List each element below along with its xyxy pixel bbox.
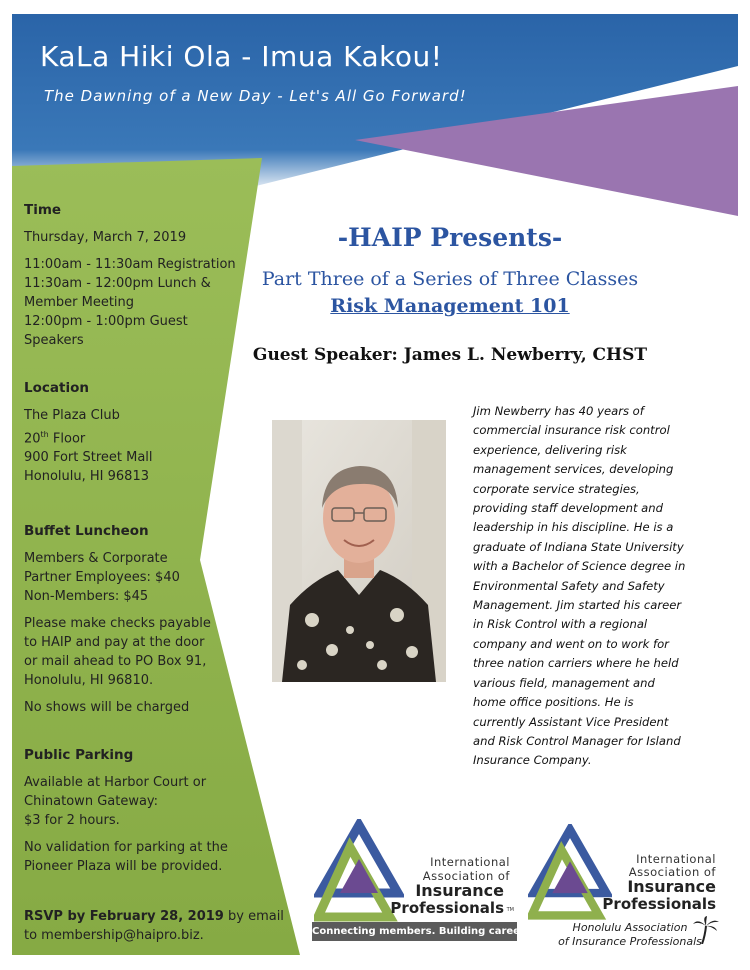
series-subtitle: Part Three of a Series of Three Classes <box>261 268 639 290</box>
payment-line: or mail ahead to PO Box 91, <box>24 654 207 669</box>
rsvp-section <box>24 907 284 945</box>
haip-logo: International Association of Insurance Professionals <box>522 822 728 926</box>
bio-line: Management. Jim started his career <box>473 598 682 613</box>
bio-line: providing staff development and <box>473 501 663 516</box>
event-date: Thursday, March 7, 2019 <box>24 230 187 245</box>
bio-line: three nation carriers where he held <box>473 656 679 671</box>
iaip-logo: International Association of Insurance Professionals TM <box>310 815 520 942</box>
parking-section <box>24 746 228 876</box>
bio-line: in Risk Control with a regional <box>473 617 648 632</box>
course-title: Risk Management 101 <box>330 295 570 317</box>
location-heading: Location <box>24 380 89 396</box>
time-section <box>24 201 236 350</box>
location-section <box>24 379 153 486</box>
parking-line: Chinatown Gateway: <box>24 794 159 809</box>
bio-line: Jim Newberry has 40 years of <box>473 404 644 418</box>
venue-street: 900 Fort Street Mall <box>24 450 153 466</box>
venue-floor: 20th Floor <box>24 430 86 447</box>
payment-line: to HAIP and pay at the door <box>24 635 205 650</box>
rsvp-line: RSVP by February 28, 2019 by email <box>24 909 284 924</box>
payment-line: Please make checks payable <box>24 616 211 631</box>
header-subtitle: The Dawning of a New Day - Let's All Go Forward! <box>44 87 467 105</box>
bio-line: Environmental Safety and Safety <box>473 578 665 593</box>
speaker-bio <box>473 402 703 771</box>
schedule-line: 12:00pm - 1:00pm Guest <box>24 314 188 329</box>
bio-line: various field, management and <box>473 675 655 690</box>
bio-line: home office positions. He is <box>473 695 634 710</box>
bio-line: management services, developing <box>473 462 674 477</box>
payment-line: Honolulu, HI 96810. <box>24 673 154 688</box>
bio-line: with a Bachelor of Science degree in <box>473 559 686 574</box>
bio-line: currently Assistant Vice President <box>473 714 669 729</box>
header-title: KaLa Hiki Ola - Imua Kakou! <box>40 40 443 73</box>
validation-line: Pioneer Plaza will be provided. <box>24 859 223 874</box>
time-heading: Time <box>24 202 62 218</box>
guest-speaker: Guest Speaker: James L. Newberry, CHST <box>252 345 648 365</box>
buffet-heading: Buffet Luncheon <box>24 523 149 539</box>
haip-subtitle: Honolulu Association of Insurance Professionals <box>558 921 702 948</box>
iaip-tagline: Connecting members. Building careers. <box>312 922 517 941</box>
pricing-line: Non-Members: $45 <box>24 589 149 604</box>
parking-heading: Public Parking <box>24 747 134 763</box>
speaker-photo <box>272 420 446 682</box>
bio-line: and Risk Control Manager for Island <box>473 733 681 748</box>
bio-line: company and went on to work for <box>473 636 669 651</box>
rsvp-deadline: RSVP by February 28, 2019 <box>24 909 224 924</box>
no-shows-note: No shows will be charged <box>24 700 190 715</box>
bio-line: leadership in his discipline. He is a <box>473 520 674 535</box>
triangle-logo-icon <box>528 824 612 922</box>
palm-tree-icon <box>693 916 719 944</box>
bio-line: commercial insurance risk control <box>473 423 670 438</box>
bio-line: experience, delivering risk <box>473 442 627 457</box>
venue-name: The Plaza Club <box>24 408 120 423</box>
schedule-line: 11:00am - 11:30am Registration <box>24 257 236 272</box>
presents-title: -HAIP Presents- <box>337 223 563 252</box>
pricing-line: Partner Employees: $40 <box>24 570 180 585</box>
venue-city: Honolulu, HI 96813 <box>24 469 149 485</box>
buffet-section <box>24 522 211 717</box>
schedule-line: 11:30am - 12:00pm Lunch & <box>24 276 211 291</box>
parking-line: Available at Harbor Court or <box>24 775 207 790</box>
bio-line: Insurance Company. <box>473 753 592 768</box>
validation-line: No validation for parking at the <box>24 840 228 855</box>
rsvp-email: to membership@haipro.biz. <box>24 928 204 943</box>
schedule-line: Member Meeting <box>24 295 135 310</box>
bio-line: graduate of Indiana State University <box>473 539 684 554</box>
bio-line: corporate service strategies, <box>473 481 640 496</box>
schedule-line: Speakers <box>24 333 84 348</box>
pricing-line: Members & Corporate <box>24 551 168 566</box>
parking-line: $3 for 2 hours. <box>24 813 120 828</box>
